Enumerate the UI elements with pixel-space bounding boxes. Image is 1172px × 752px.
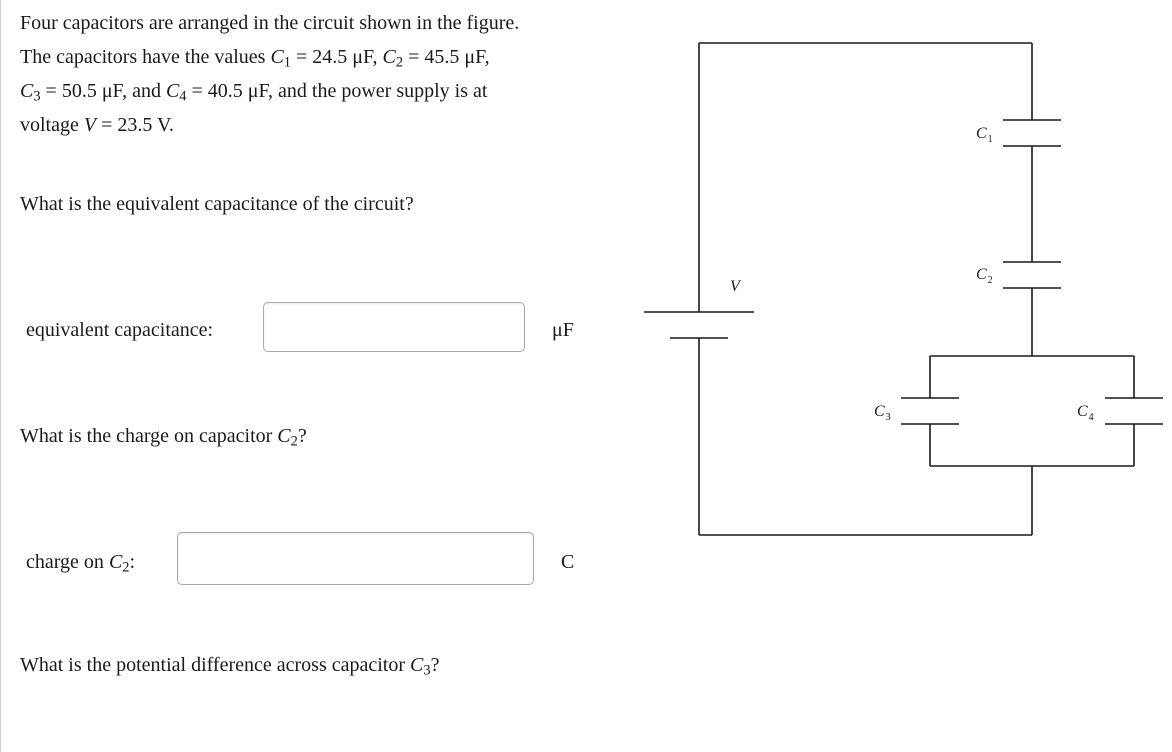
c3-symbol: C — [20, 80, 34, 102]
c3-label: $C_3$ — [874, 403, 891, 423]
c2-label: $C_2$ — [976, 266, 993, 286]
problem-line-1: Four capacitors are arranged in the circuit shown in the figure. — [20, 12, 520, 34]
problem-line-3: $C_3 = 50.5$ μF, and $C_4 = 40.5$ μF, and the power supply is at — [20, 80, 488, 105]
problem-line-2: The capacitors have the values $C_1 = 24.5$ μF, $C_2 = 45.5$ μF, — [20, 46, 490, 71]
v-symbol: V — [83, 114, 97, 136]
charge-c2-label: charge on $C_2$: — [26, 551, 136, 576]
capacitor-c4 — [1105, 398, 1163, 424]
battery-label: V — [730, 278, 740, 295]
c1-symbol: C — [270, 46, 284, 68]
c2-symbol: C — [382, 46, 396, 68]
question-potential-c3: What is the potential difference across capacitor $C_3$? — [20, 654, 440, 679]
capacitor-c3 — [901, 398, 959, 424]
capacitor-c2 — [1003, 262, 1061, 288]
problem-line-4: voltage V = 23.5 V. — [20, 114, 174, 136]
charge-c2-unit: C — [561, 551, 575, 573]
equivalent-capacitance-unit: μF — [552, 319, 574, 341]
c4-label: $C_4$ — [1077, 403, 1094, 423]
equivalent-capacitance-label: equivalent capacitance: — [26, 319, 214, 341]
question-equivalent-capacitance: What is the equivalent capacitance of the circuit? — [20, 193, 414, 215]
battery-symbol — [644, 312, 754, 338]
c4-symbol: C — [165, 80, 180, 102]
capacitor-c1 — [1003, 120, 1061, 146]
c1-label: $C_1$ — [976, 125, 993, 145]
question-charge-c2: What is the charge on capacitor $C_2$? — [20, 425, 307, 450]
